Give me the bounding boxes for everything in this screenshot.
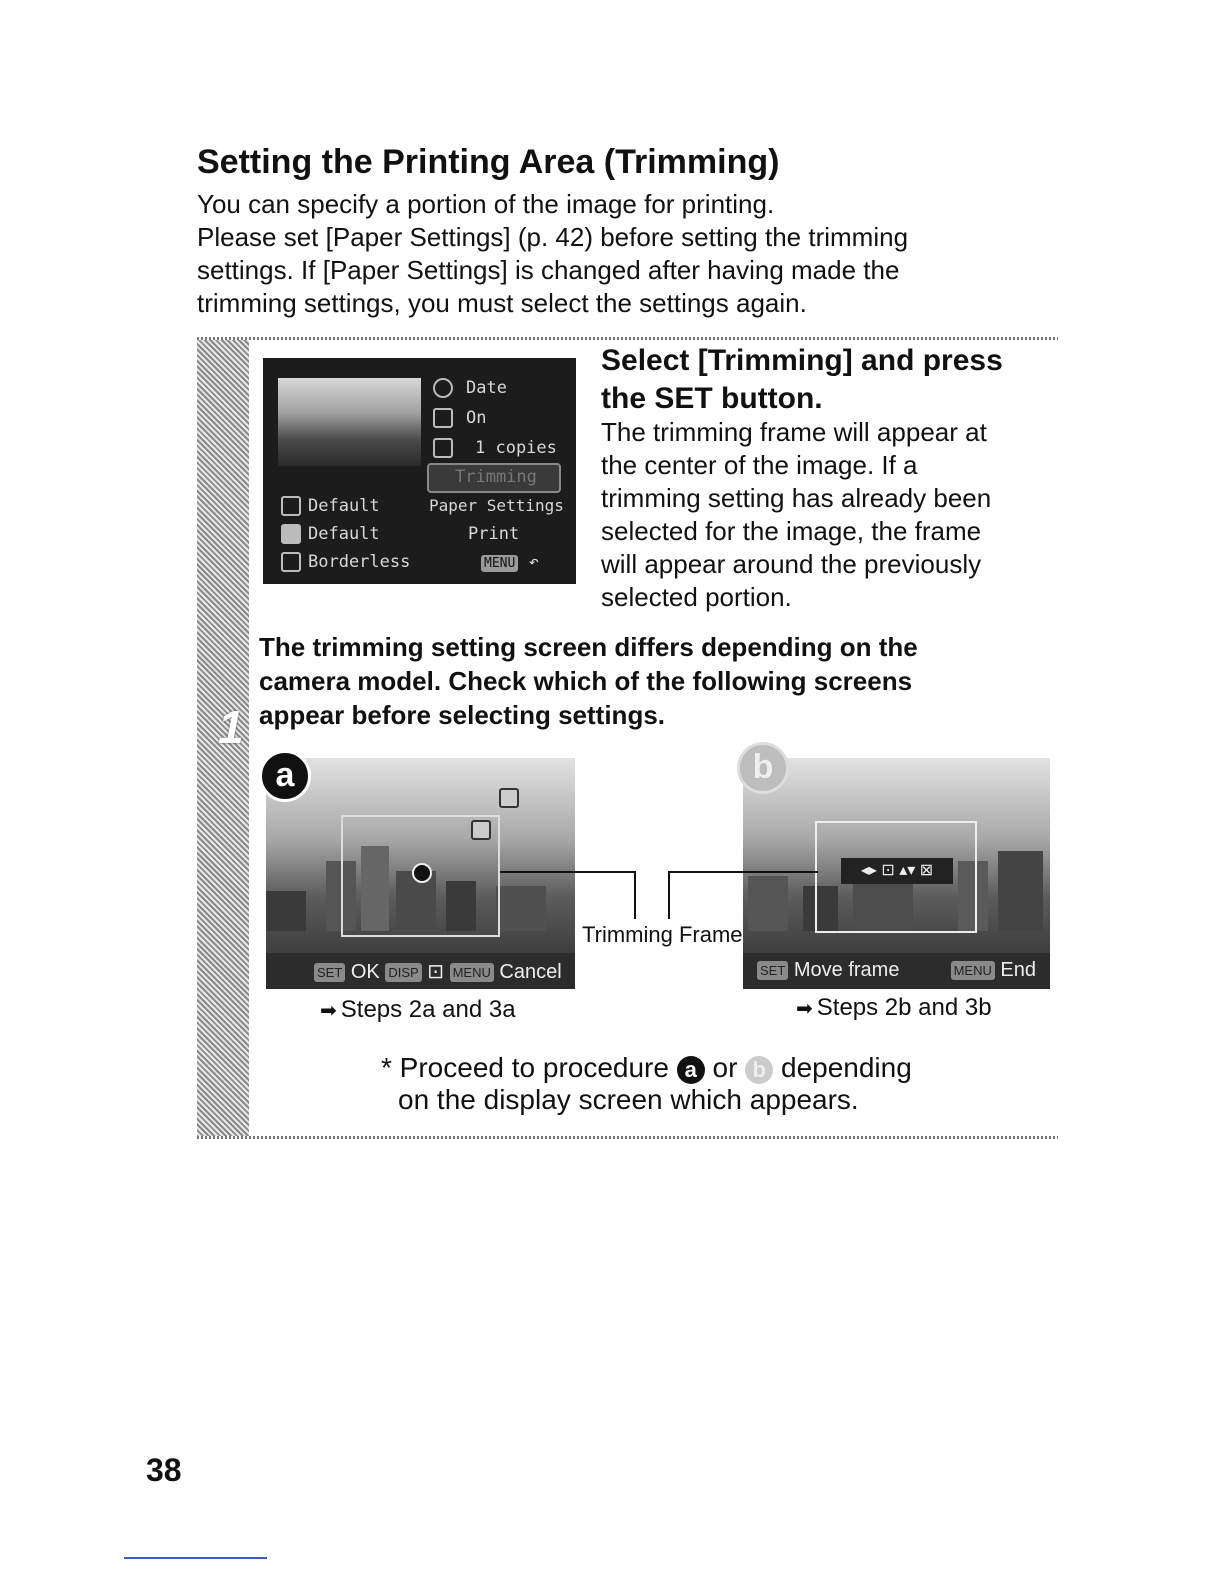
menu-default-2: Default bbox=[308, 524, 380, 544]
page-title: Setting the Printing Area (Trimming) bbox=[197, 143, 780, 181]
step-desc-line: The trimming frame will appear at bbox=[601, 417, 987, 447]
note-line: The trimming setting screen differs depending on the bbox=[259, 632, 918, 662]
intro-line-4: trimming settings, you must select the settings again. bbox=[197, 288, 807, 318]
menu-date: Date bbox=[466, 378, 507, 398]
step-bottom-rule bbox=[197, 1136, 1058, 1139]
back-icon: ↶ bbox=[528, 552, 539, 572]
footnote-part-1: * Proceed to procedure bbox=[381, 1052, 669, 1083]
status-bar-b-left bbox=[757, 959, 899, 982]
set-key[interactable]: SET bbox=[757, 961, 788, 980]
footnote-or: or bbox=[712, 1052, 738, 1083]
file-icon bbox=[433, 408, 453, 428]
steps-b bbox=[796, 994, 992, 1022]
move-frame-label: Move frame bbox=[793, 959, 900, 981]
step-top-rule bbox=[197, 337, 1058, 340]
badge-a: a bbox=[259, 750, 311, 802]
arrow-right-icon: ➡ bbox=[320, 1000, 337, 1022]
step-desc-line: will appear around the previously bbox=[601, 549, 982, 579]
footnote-line-2: on the display screen which appears. bbox=[398, 1084, 859, 1115]
layout-icon bbox=[281, 552, 301, 572]
menu-key: MENU bbox=[481, 555, 518, 572]
menu-paper-settings[interactable]: Paper Settings bbox=[429, 496, 564, 515]
callout-line-a-h bbox=[500, 871, 636, 873]
bottom-rule bbox=[124, 1557, 267, 1559]
note-line: appear before selecting settings. bbox=[259, 700, 666, 730]
end-label: End bbox=[1000, 959, 1036, 981]
intro-line-3: settings. If [Paper Settings] is changed after having made the bbox=[197, 255, 900, 285]
step-desc-line: the center of the image. If a bbox=[601, 450, 918, 480]
status-bar-a-content bbox=[314, 959, 562, 984]
trimming-screen-a bbox=[266, 758, 575, 989]
paper-size-icon bbox=[281, 496, 301, 516]
cancel-label: Cancel bbox=[499, 961, 562, 983]
print-menu-screenshot bbox=[263, 358, 576, 584]
menu-key[interactable]: MENU bbox=[450, 963, 494, 982]
menu-on: On bbox=[466, 408, 487, 428]
menu-back[interactable] bbox=[481, 552, 539, 572]
arrow-right-icon: ➡ bbox=[796, 998, 813, 1020]
model-note bbox=[259, 630, 1029, 732]
set-key[interactable]: SET bbox=[314, 963, 345, 982]
step-heading-line-1: Select [Trimming] and press bbox=[601, 344, 1003, 377]
status-bar-b bbox=[743, 953, 1050, 989]
image-thumbnail bbox=[278, 378, 421, 466]
status-bar-b-right bbox=[951, 959, 1036, 982]
footnote-badge-a: a bbox=[677, 1056, 705, 1084]
badge-b: b bbox=[737, 742, 789, 794]
building bbox=[496, 886, 546, 931]
trimming-frame-label: Trimming Frame bbox=[582, 922, 743, 947]
callout-line-b-v bbox=[668, 871, 670, 919]
step-heading-line-2: the SET button. bbox=[601, 382, 823, 415]
callout-line-b-h bbox=[668, 871, 818, 873]
status-bar-a bbox=[266, 953, 575, 989]
note-line: camera model. Check which of the following screens bbox=[259, 666, 913, 696]
building bbox=[748, 876, 788, 931]
steps-a bbox=[320, 996, 516, 1024]
disp-key[interactable]: DISP bbox=[385, 963, 421, 982]
footnote-badge-b: b bbox=[745, 1056, 773, 1084]
intro-line-2: Please set [Paper Settings] (p. 42) before setting the trimming bbox=[197, 222, 909, 252]
step-description bbox=[601, 416, 1046, 614]
intro-line-1: You can specify a portion of the image for printing. bbox=[197, 189, 775, 219]
callout-line-a-v bbox=[634, 871, 636, 919]
menu-trimming-label: Trimming bbox=[455, 467, 537, 487]
step-heading bbox=[601, 342, 1051, 418]
layout-icon: ⊡ bbox=[427, 961, 444, 983]
menu-item-trimming[interactable] bbox=[427, 463, 561, 493]
ok-label: OK bbox=[350, 961, 380, 983]
footnote-line-1 bbox=[381, 1052, 912, 1084]
step-desc-line: selected for the image, the frame bbox=[601, 516, 982, 546]
menu-borderless: Borderless bbox=[308, 552, 411, 572]
clock-icon bbox=[433, 378, 453, 398]
menu-key[interactable]: MENU bbox=[951, 961, 995, 980]
footnote-part-2: depending bbox=[781, 1052, 912, 1083]
rotate-icon[interactable] bbox=[499, 788, 519, 808]
steps-b-label: Steps 2b and 3b bbox=[816, 994, 992, 1021]
steps-a-label: Steps 2a and 3a bbox=[340, 996, 516, 1023]
page-number: 38 bbox=[146, 1452, 182, 1488]
building bbox=[266, 891, 306, 931]
paper-type-icon bbox=[281, 524, 301, 544]
menu-copies: 1 copies bbox=[475, 438, 557, 458]
step-desc-line: selected portion. bbox=[601, 582, 792, 612]
building bbox=[998, 851, 1043, 931]
trim-controls-icons[interactable]: ◂▸ ⊡ ▴▾ ⊠ bbox=[841, 858, 953, 884]
copies-icon bbox=[433, 438, 453, 458]
step-desc-line: trimming setting has already been bbox=[601, 483, 992, 513]
zoom-icon[interactable] bbox=[471, 820, 491, 840]
step-number: 1 bbox=[218, 701, 244, 753]
move-cross-icon[interactable] bbox=[412, 863, 432, 883]
menu-default-1: Default bbox=[308, 496, 380, 516]
trimming-screen-b bbox=[743, 758, 1050, 989]
menu-print[interactable]: Print bbox=[468, 524, 520, 544]
